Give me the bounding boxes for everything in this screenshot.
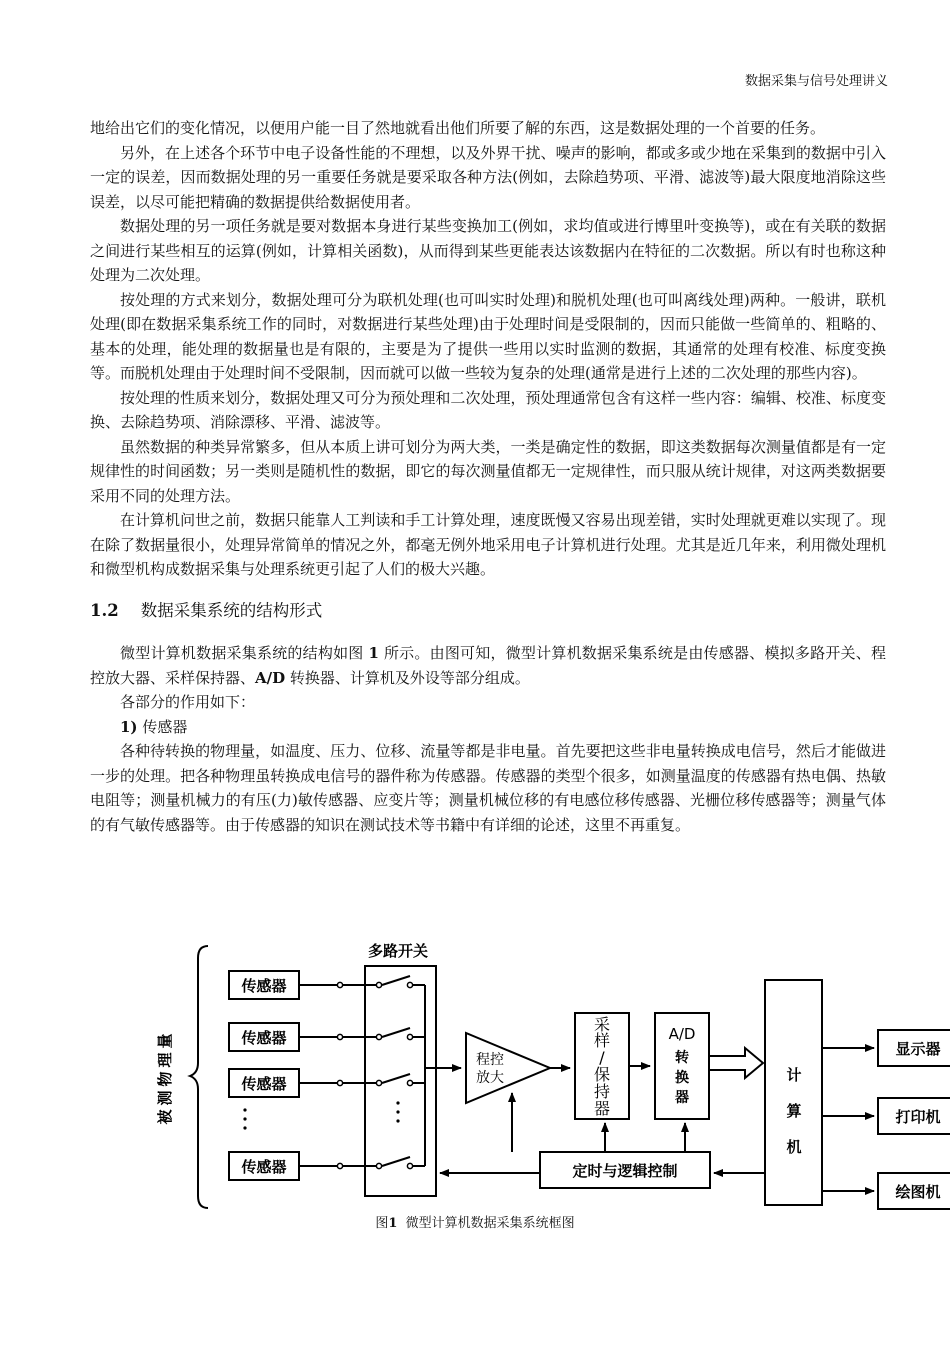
ad-title: A/D <box>668 1025 696 1043</box>
text-run: 微型计算机数据采集系统的结构如图 <box>120 644 364 662</box>
caption-prefix: 图 <box>375 1216 389 1231</box>
running-header: 数据采集与信号处理讲义 <box>744 74 888 89</box>
caption-text: 微型计算机数据采集系统框图 <box>405 1216 575 1231</box>
figure-caption <box>0 1212 950 1231</box>
timing-label: 定时与逻辑控制 <box>572 1162 678 1180</box>
list-item-heading <box>90 715 886 740</box>
paragraph: 各种待转换的物理量，如温度、压力、位移、流量等都是非电量。首先要把这些非电量转换成电信号，然后才能做进一步的处理。把各种物理虽转换成电信号的器件称为传感器。传感器的类型个很多，如测量温度的传感器有热电偶、热敏电阻等；测量机械力的有压(力)敏传感器、应变片等；测量机械位移的有电感位移传感器、光栅位移传感器等；测量气体的有气敏传感器等。由于传感器的知识在测试技术等书籍中有详细的论述，这里不再重复。 <box>90 742 886 834</box>
computer-box <box>765 980 822 1205</box>
sensor-label: 传感器 <box>241 977 287 995</box>
paragraph: 地给出它们的变化情况，以便用户能一目了然地就看出他们所要了解的东西，这是数据处理的一个首要的任务。 <box>90 119 826 137</box>
amplifier-triangle <box>466 1033 550 1103</box>
paragraph: 在计算机问世之前，数据只能靠人工判读和手工计算处理，速度既慢又容易出现差错，实时处理就更难以实现了。现在除了数据量很小，处理异常简单的情况之外，都毫无例外地采用电子计算机进行处理。尤其是近几年来，利用微处理机和微型机构成数据采集与处理系统更引起了人们的极大兴趣。 <box>90 511 886 578</box>
section-title: 数据采集系统的结构形式 <box>140 600 323 620</box>
ad-char: 换 <box>675 1070 689 1086</box>
paragraph <box>90 641 886 690</box>
amp-label-2: 放大 <box>476 1070 504 1086</box>
brace <box>190 946 208 1208</box>
list-title: 传感器 <box>142 717 188 736</box>
ad-char: 转 <box>675 1050 689 1066</box>
section-number: 1.2 <box>90 600 119 620</box>
sh-char: 保 <box>593 1065 611 1084</box>
paragraph: 虽然数据的种类异常繁多，但从本质上讲可划分为两大类，一类是确定性的数据，即这类数据每次测量值都是有一定规律性的时间函数；另一类则是随机性的数据，即它的每次测量值都无一定规律性，而只服从统计规律，对这两类数据要采用不同的处理方法。 <box>90 437 886 505</box>
sh-char: 样 <box>593 1031 611 1050</box>
sh-char: 器 <box>593 1099 611 1118</box>
diagram-svg <box>0 938 950 1238</box>
caption-number: 1 <box>388 1216 398 1231</box>
sensor-label: 传感器 <box>241 1029 287 1047</box>
measured-quantity-label: 被测物理量 <box>156 1029 174 1125</box>
computer-char: 算 <box>786 1102 802 1120</box>
text-run: 所示。由图可知，微型计算机数据采集系统是由传感器、模拟多路开关、程控放大器、采样保持器、 <box>90 644 886 687</box>
text-run-bold: A/D <box>255 668 286 687</box>
paragraph: 按处理的方式来划分，数据处理可分为联机处理(也可叫实时处理)和脱机处理(也可叫离线处理)两种。一般讲，联机处理(即在数据采集系统工作的同时，对数据进行某些处理)由于处理时间是受限制的，因而只能做一些简单的、粗略的、基本的处理，能处理的数据量也是有限的，主要是为了提供一些用以实时监测的数据，其通常的处理有校准、标度变换等。而脱机处理由于处理时间不受限制，因而就可以做一些较为复杂的处理(通常是进行上述的二次处理的那些内容)。 <box>90 290 886 382</box>
text-run: 转换器、计算机及外设等部分组成。 <box>289 668 530 687</box>
section-heading <box>90 599 886 624</box>
figure-ref: 1 <box>368 644 379 662</box>
sh-char: / <box>599 1048 605 1067</box>
list-number: 1) <box>120 717 138 736</box>
sensor-label: 传感器 <box>241 1075 287 1093</box>
computer-char: 计 <box>786 1066 802 1084</box>
paragraph: 数据处理的另一项任务就是要对数据本身进行某些变换加工(例如，求均值或进行博里叶变换等)，或在有关联的数据之间进行某些相互的运算(例如，计算相关函数)，从而得到某些更能表达该数据内在特征的二次数据。所以有时也称这种处理为二次处理。 <box>90 217 886 284</box>
mux-label: 多路开关 <box>367 942 429 960</box>
ad-char: 器 <box>675 1090 689 1106</box>
data-bus-arrow <box>709 1048 763 1078</box>
paragraph: 各部分的作用如下： <box>120 693 256 711</box>
printer-label: 打印机 <box>895 1108 941 1126</box>
plotter-label: 绘图机 <box>895 1183 941 1201</box>
display-label: 显示器 <box>895 1040 941 1058</box>
paragraph: 另外，在上述各个环节中电子设备性能的不理想，以及外界干扰、噪声的影响，都或多或少地在采集到的数据中引入一定的误差，因而数据处理的另一重要任务就是要采取各种方法(例如，去除趋势项、平滑、滤波等)最大限度地消除这些误差，以尽可能把精确的数据提供给数据使用者。 <box>90 143 886 211</box>
sh-char: 持 <box>593 1082 611 1101</box>
amp-label-1: 程控 <box>476 1052 504 1068</box>
sh-char: 采 <box>593 1015 611 1034</box>
paragraph: 按处理的性质来划分，数据处理又可分为预处理和二次处理，预处理通常包含有这样一些内容：编辑、校准、标度变换、去除趋势项、消除漂移、平滑、滤波等。 <box>90 388 886 431</box>
block-diagram <box>0 938 950 1238</box>
sensor-label: 传感器 <box>241 1158 287 1176</box>
computer-char: 机 <box>786 1138 802 1156</box>
body-text <box>90 116 886 837</box>
